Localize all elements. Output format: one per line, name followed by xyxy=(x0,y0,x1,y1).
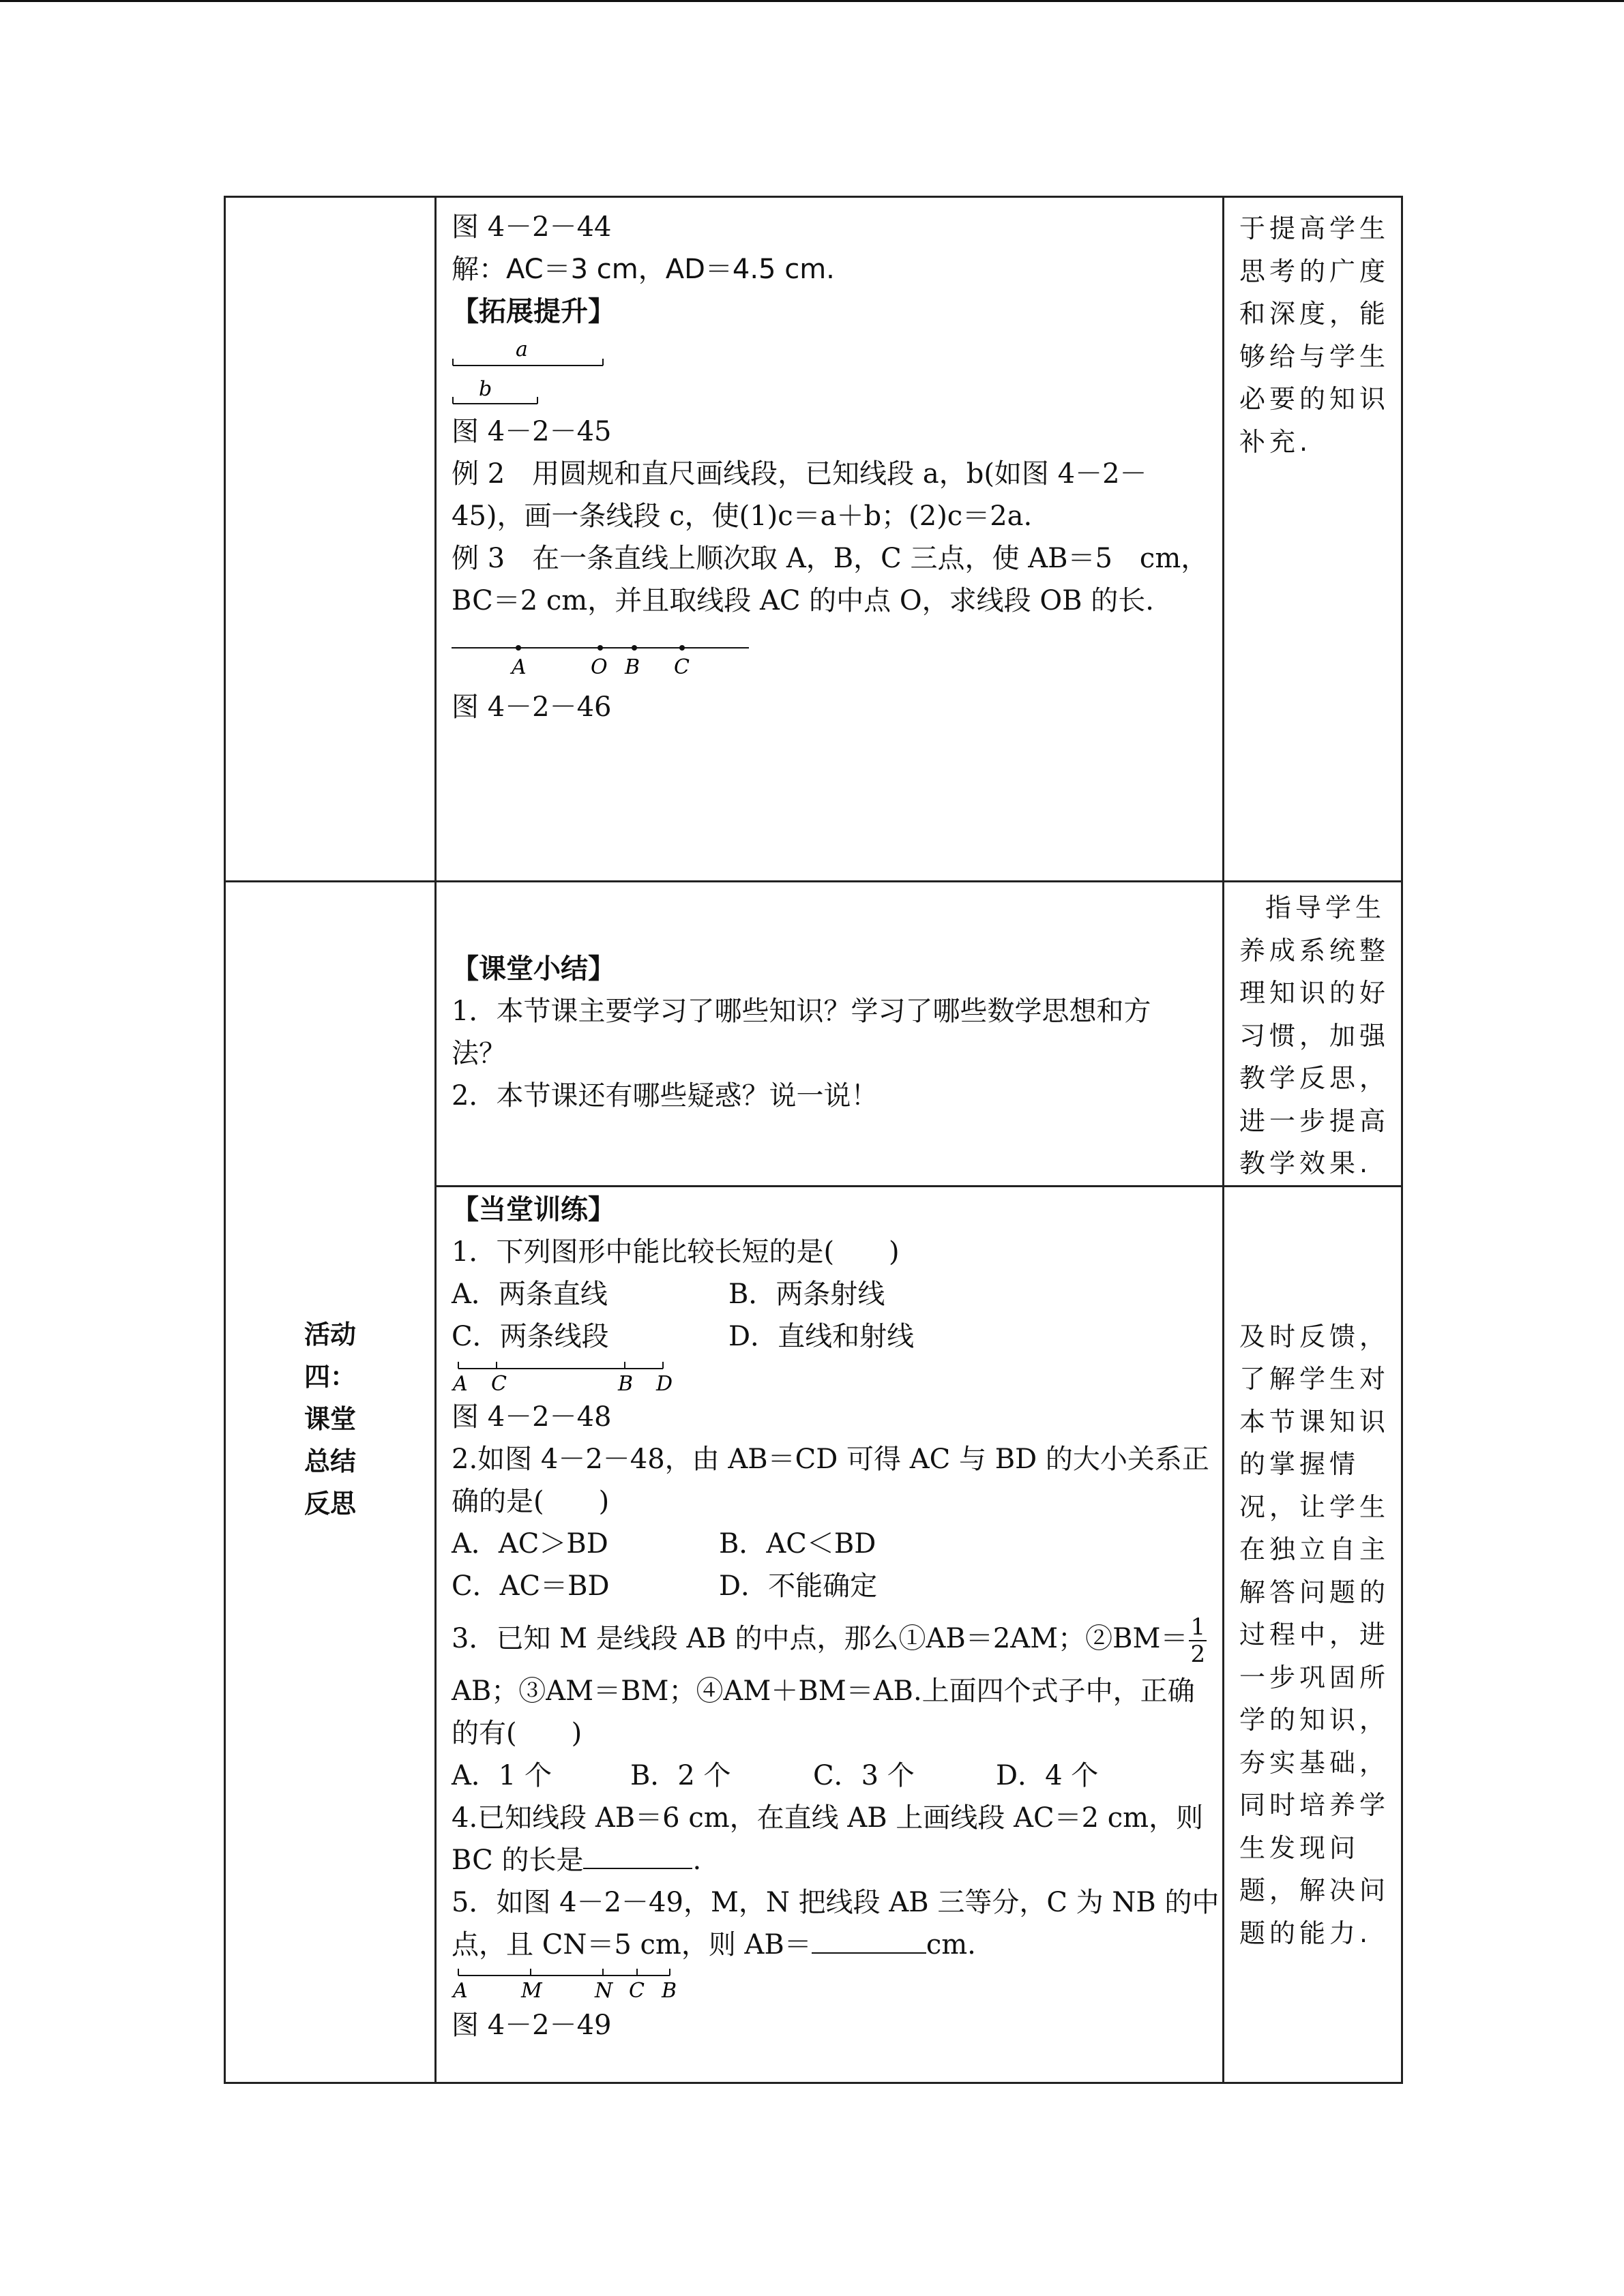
example-2-text: 45)，画一条线段 c，使(1)c＝a＋b；(2)c＝2a. xyxy=(452,501,1033,532)
choice-c: C．3 个 xyxy=(813,1759,915,1791)
activity-label: 四： xyxy=(304,1362,356,1392)
problem-4-end: . xyxy=(692,1844,702,1876)
question-text: 1．本节课主要学习了哪些知识？学习了哪些数学思想和方 xyxy=(452,996,1151,1027)
point-label: M xyxy=(521,1978,542,2003)
problem-text: 的有( ) xyxy=(452,1717,582,1749)
problem-text xyxy=(452,1607,1211,1670)
problem-3-text: 3．已知 M 是线段 AB 的中点，那么①AB＝2AM；②BM＝ xyxy=(452,1622,1188,1654)
point-label: B xyxy=(625,655,640,679)
activity-label: 活动 xyxy=(304,1320,356,1350)
fig-4-2-48-segment xyxy=(452,1358,697,1396)
segment-a-label: a xyxy=(516,338,528,361)
activity-label: 课堂 xyxy=(304,1404,356,1434)
problem-4-text: BC 的长是 xyxy=(452,1844,584,1876)
choice-b: B．2 个 xyxy=(630,1759,731,1791)
question-text: 2．本节课还有哪些疑惑？说一说！ xyxy=(452,1080,879,1112)
note-line: 补充. xyxy=(1239,426,1312,457)
question-text: 法？ xyxy=(452,1038,506,1069)
figure-caption: 图 4－2－49 xyxy=(452,2009,612,2041)
note-line: 指导学生 xyxy=(1265,893,1386,923)
choice-b: B．两条射线 xyxy=(728,1278,885,1310)
table-row xyxy=(225,882,1402,1187)
note-line: 习惯，加强 xyxy=(1239,1020,1390,1051)
solution-text: 解：AC＝3 cm，AD＝4.5 cm. xyxy=(452,254,835,285)
point-label: A xyxy=(512,655,527,679)
choice-row xyxy=(452,1273,1211,1315)
note-line: 题，解决问 xyxy=(1239,1875,1390,1905)
point-label: N xyxy=(595,1978,613,2003)
choice-b: B．AC＜BD xyxy=(719,1527,876,1560)
choice-row xyxy=(452,1755,1211,1797)
note-line: 进一步提高 xyxy=(1239,1105,1390,1136)
design-intent-cell xyxy=(1224,882,1402,1187)
activity-label: 总结 xyxy=(304,1446,356,1476)
problem-text xyxy=(452,1839,1211,1881)
choice-d: D．4 个 xyxy=(996,1759,1099,1791)
note-line: 生发现问 xyxy=(1239,1832,1360,1863)
fig-4-2-46-line xyxy=(452,631,765,686)
lesson-plan-table xyxy=(224,196,1403,2084)
problem-text: 1．下列图形中能比较长短的是( ) xyxy=(452,1236,900,1268)
fraction-denominator: 2 xyxy=(1190,1640,1206,1668)
problem-5-text: 点，且 CN＝5 cm，则 AB＝ xyxy=(452,1928,812,1960)
table-row xyxy=(225,197,1402,882)
note-line: 和深度，能 xyxy=(1239,299,1390,329)
choice-d: D．直线和射线 xyxy=(728,1320,915,1352)
example-3-text: 例 3 在一条直线上顺次取 A，B，C 三点，使 AB＝5 cm， xyxy=(452,543,1209,574)
problem-text: 确的是( ) xyxy=(452,1485,610,1517)
section-heading: 【当堂训练】 xyxy=(452,1193,615,1225)
content-cell xyxy=(436,882,1224,1187)
choice-a: A．1 个 xyxy=(452,1759,552,1791)
note-line: 养成系统整 xyxy=(1239,935,1390,966)
point-label: O xyxy=(591,655,608,679)
note-line: 学的知识， xyxy=(1239,1705,1390,1735)
choice-c: C．两条线段 xyxy=(452,1320,609,1352)
fraction-numerator: 1 xyxy=(1190,1613,1206,1641)
note-line: 题的能力. xyxy=(1239,1918,1372,1948)
note-line: 思考的广度 xyxy=(1239,256,1390,286)
problem-text: 2.如图 4－2－48，由 AB＝CD 可得 AC 与 BD 的大小关系正 xyxy=(452,1443,1209,1475)
design-intent-cell xyxy=(1224,1186,1402,2083)
choice-a: A．AC＞BD xyxy=(452,1527,608,1560)
segment-b-label: b xyxy=(479,377,492,401)
note-line: 况，让学生 xyxy=(1239,1491,1390,1522)
segment-a-figure xyxy=(452,333,629,372)
problem-text: AB；③AM＝BM；④AM＋BM＝AB.上面四个式子中，正确 xyxy=(452,1675,1195,1707)
activity-label: 反思 xyxy=(304,1489,356,1519)
note-line: 及时反馈， xyxy=(1239,1321,1390,1352)
figure-caption: 图 4－2－48 xyxy=(452,1401,612,1433)
fraction xyxy=(1189,1614,1207,1667)
note-line: 教学效果. xyxy=(1239,1148,1372,1178)
example-3-text: BC＝2 cm，并且取线段 AC 的中点 O，求线段 OB 的长. xyxy=(452,585,1154,616)
note-line: 在独立自主 xyxy=(1239,1534,1390,1564)
note-line: 够给与学生 xyxy=(1239,341,1390,372)
answer-blank[interactable] xyxy=(583,1840,692,1869)
fig-4-2-49-segment xyxy=(452,1966,697,2004)
choice-d: D．不能确定 xyxy=(719,1570,878,1602)
point-label: C xyxy=(629,1978,645,2003)
point-label: B xyxy=(662,1978,677,2003)
point-label: A xyxy=(453,1371,468,1396)
section-heading: 【课堂小结】 xyxy=(452,953,615,985)
top-border-line xyxy=(0,0,1624,2)
point-label: C xyxy=(491,1371,507,1396)
point-label: C xyxy=(674,655,690,679)
content-cell xyxy=(436,1186,1224,2083)
activity-cell-empty xyxy=(225,197,436,882)
choice-row xyxy=(452,1315,1211,1358)
example-2-text: 例 2 用圆规和直尺画线段，已知线段 a，b(如图 4－2－ xyxy=(452,458,1147,490)
design-intent-cell xyxy=(1224,197,1402,882)
note-line: 夯实基础， xyxy=(1239,1747,1390,1778)
choice-row xyxy=(452,1565,1211,1607)
section-heading: 【拓展提升】 xyxy=(452,296,615,327)
note-line: 过程中，进 xyxy=(1239,1620,1390,1650)
choice-a: A．两条直线 xyxy=(452,1278,608,1310)
problem-text xyxy=(452,1924,1211,1966)
figure-caption: 图 4－2－44 xyxy=(452,211,612,243)
note-line: 理知识的好 xyxy=(1239,978,1390,1008)
point-label: D xyxy=(656,1371,673,1396)
figure-caption: 图 4－2－45 xyxy=(452,416,612,447)
content-cell xyxy=(436,197,1224,882)
segment-b-figure xyxy=(452,372,629,411)
note-line: 同时培养学 xyxy=(1239,1790,1390,1820)
choice-row xyxy=(452,1523,1211,1565)
note-line: 必要的知识 xyxy=(1239,384,1390,414)
point-label: B xyxy=(618,1371,634,1396)
activity-cell xyxy=(225,882,436,2083)
answer-blank[interactable] xyxy=(812,1925,926,1954)
problem-5-end: cm. xyxy=(926,1928,976,1960)
note-line: 教学反思， xyxy=(1239,1063,1390,1093)
problem-text: 4.已知线段 AB＝6 cm，在直线 AB 上画线段 AC＝2 cm，则 xyxy=(452,1802,1204,1834)
figure-caption: 图 4－2－46 xyxy=(452,691,612,723)
note-line: 本节课知识 xyxy=(1239,1406,1390,1437)
note-line: 的掌握情 xyxy=(1239,1449,1360,1479)
note-line: 于提高学生 xyxy=(1239,213,1390,243)
note-line: 了解学生对 xyxy=(1239,1364,1390,1394)
note-line: 解答问题的 xyxy=(1239,1577,1390,1607)
point-label: A xyxy=(453,1978,468,2003)
note-line: 一步巩固所 xyxy=(1239,1662,1390,1693)
problem-text: 5．如图 4－2－49，M，N 把线段 AB 三等分，C 为 NB 的中 xyxy=(452,1886,1220,1918)
choice-c: C．AC＝BD xyxy=(452,1570,610,1602)
